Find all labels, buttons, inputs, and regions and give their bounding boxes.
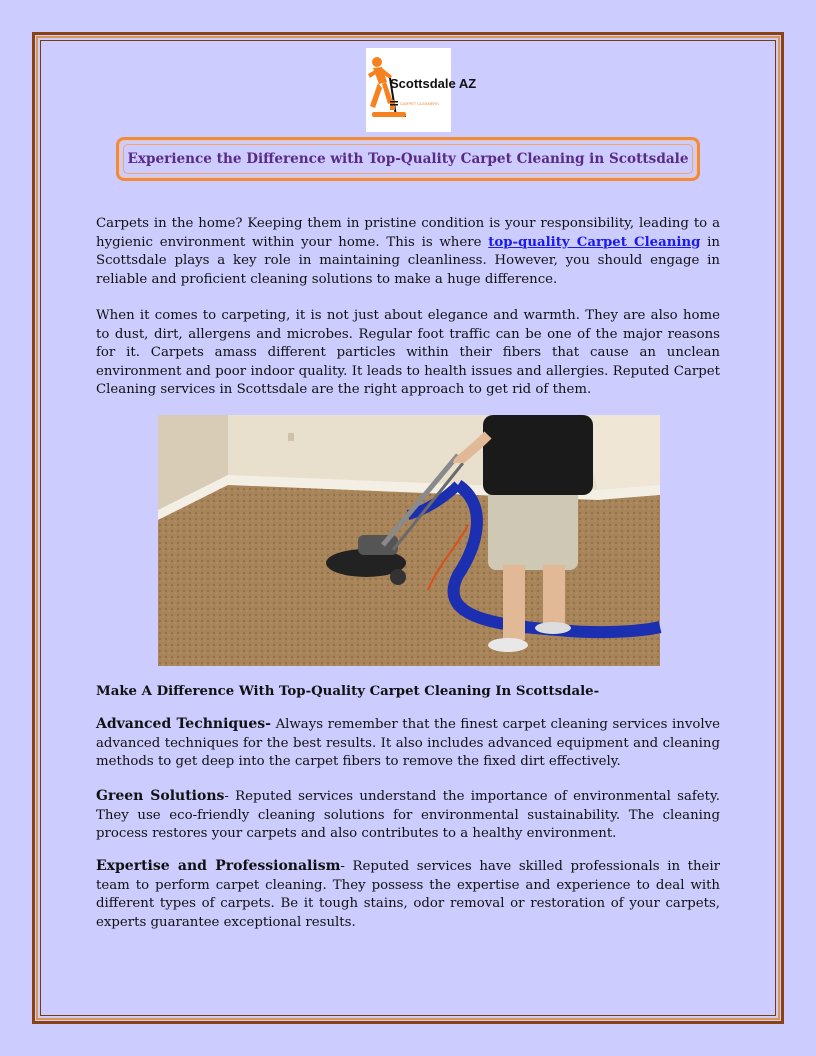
intro-text-after: in Scottsdale plays a key role in maintaining cleanliness. However, you should engage in reliable and proficient cleaning solutions to make a huge difference. [96, 234, 720, 287]
intro-section [96, 215, 720, 289]
point-term: Green Solutions [96, 788, 225, 804]
point-term: Expertise and Professionalism [96, 858, 341, 874]
section-heading: Make A Difference With Top-Quality Carpet Cleaning In Scottsdale- [96, 684, 600, 699]
logo-brand-text: Scottsdale AZ [390, 76, 477, 91]
section-heading-block [96, 683, 720, 702]
point-text: - Reputed services understand the importance of environmental safety. They use eco-friendly cleaning solutions for environmental sustainability. The cleaning process restores your carpets and also contributes to a healthy environment. [96, 789, 720, 842]
point-paragraph [96, 715, 720, 772]
logo-tagline-text: CARPET CLEANERS [400, 101, 439, 106]
page-title: Experience the Difference with Top-Quality Carpet Cleaning in Scottsdale [127, 151, 689, 167]
carpet-cleaning-link[interactable]: top-quality Carpet Cleaning [488, 234, 701, 250]
intro-text-before: Carpets in the home? Keeping them in pristine condition is your responsibility, leading to a hygienic environment within your home. This is where [96, 216, 720, 250]
paragraph-section [96, 307, 720, 400]
title-banner [116, 137, 700, 181]
intro-paragraph [96, 215, 720, 289]
point-advanced-techniques [96, 715, 720, 772]
carpet-cleaning-photo [158, 415, 660, 666]
point-text: Always remember that the finest carpet cleaning services involve advanced techniques for the best results. It also includes advanced equipment and cleaning methods to get deep into the carpet fibers to remove the fixed dirt effectively. [96, 717, 720, 770]
point-paragraph [96, 857, 720, 932]
company-logo [366, 48, 477, 132]
point-term: Advanced Techniques- [96, 716, 271, 732]
point-expertise [96, 857, 720, 932]
person-logo-icon [366, 48, 477, 132]
point-paragraph [96, 787, 720, 844]
body-paragraph-2: When it comes to carpeting, it is not just about elegance and warmth. They are also home to dust, dirt, allergens and microbes. Regular foot traffic can be one of the major reasons for it. Carpets amass different particles within their fibers that cause an unclean environment and poor indoor quality. It leads to health issues and allergies. Reputed Carpet Cleaning services in Scottsdale are the right approach to get rid of them. [96, 308, 720, 398]
point-green-solutions [96, 787, 720, 844]
point-text: - Reputed services have skilled professionals in their team to perform carpet cleaning. They possess the expertise and experience to deal with different types of carpets. Be it tough stains, odor removal or restoration of your carpets, experts guarantee exceptional results. [96, 859, 720, 930]
